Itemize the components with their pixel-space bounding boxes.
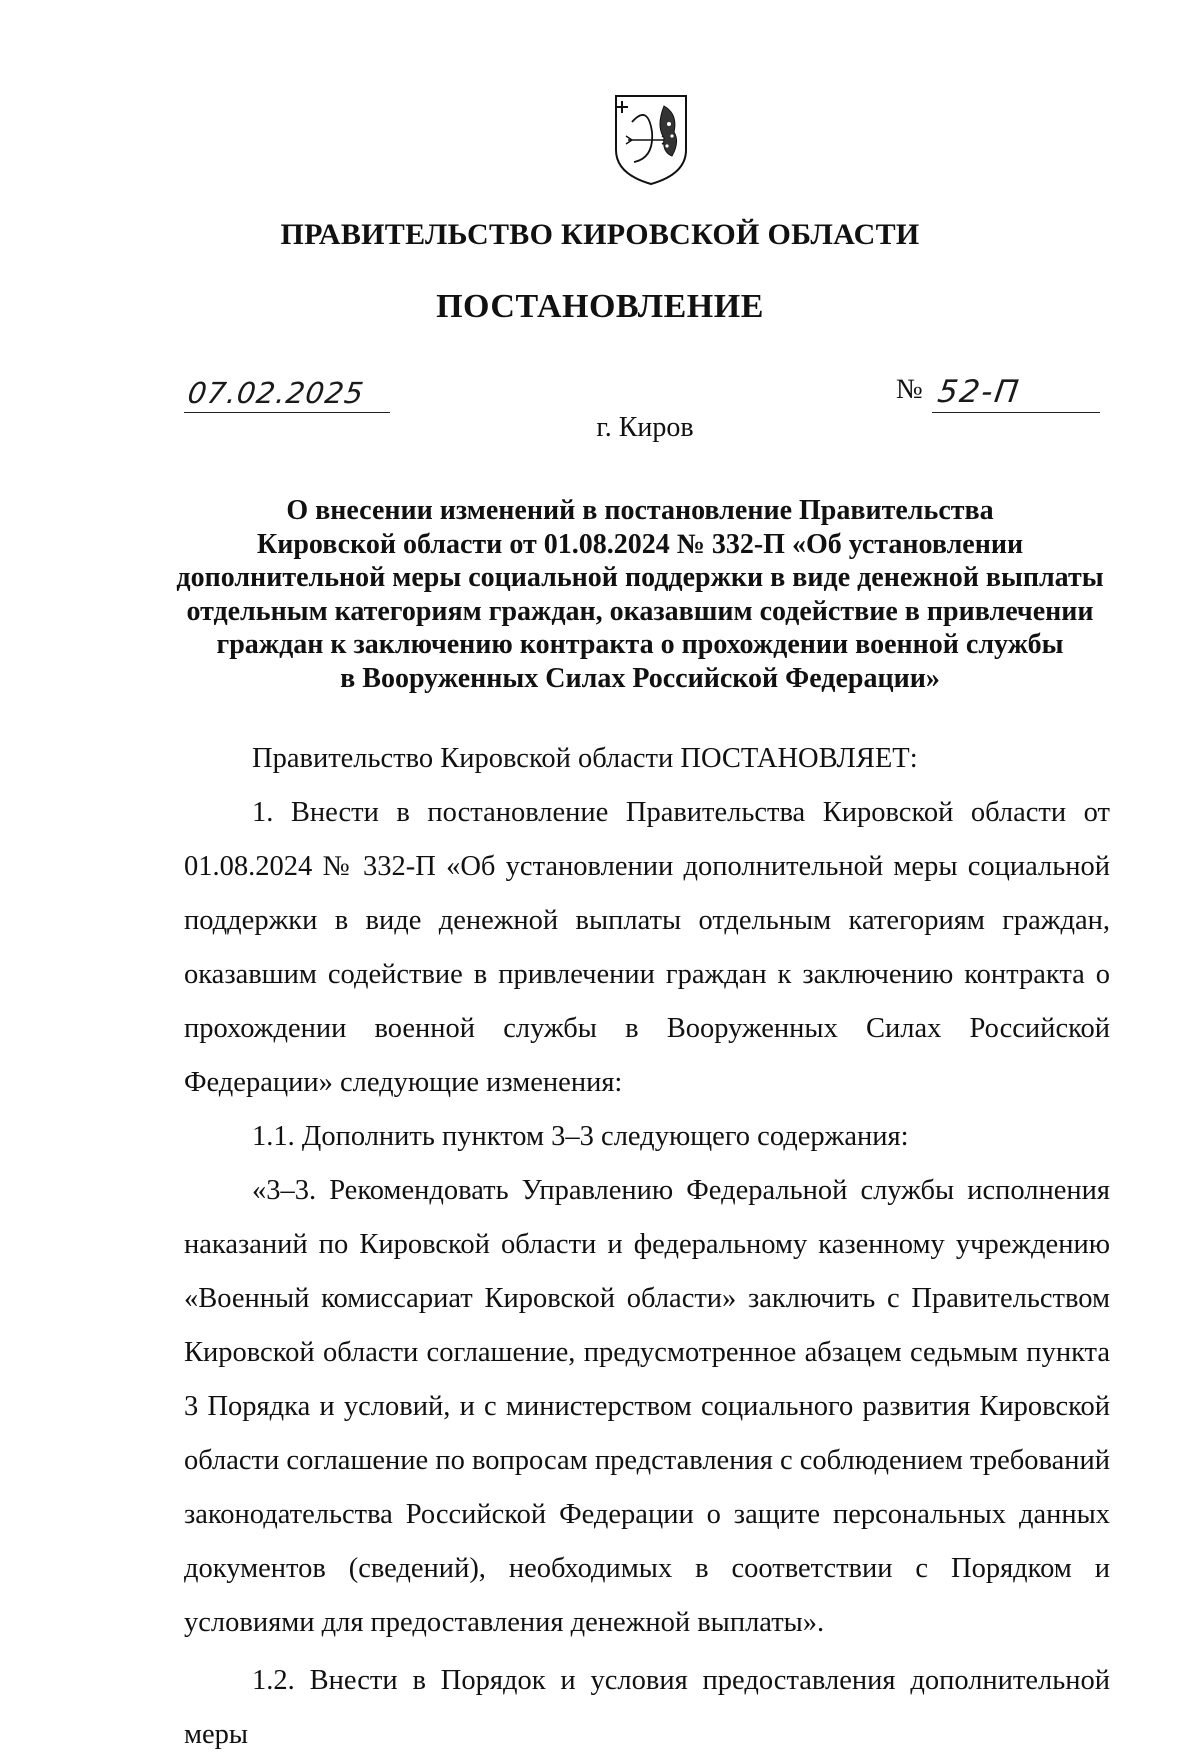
number-label: № [896, 374, 923, 405]
subject-line: отдельным категориям граждан, оказавшим содействие в привлечении [186, 595, 1094, 627]
document-body [184, 732, 1110, 1762]
number-field [932, 370, 1100, 413]
handwritten-date: 07.02.2025 [185, 376, 367, 410]
city: г. Киров [596, 412, 694, 443]
subject-line: О внесении изменений в постановление Правительства [286, 495, 994, 526]
coat-of-arms-icon [612, 92, 690, 186]
paragraph-item-1-1: 1.1. Дополнить пунктом 3–3 следующего содержания: [252, 1121, 909, 1152]
subject-line: в Вооруженных Силах Российской Федерации» [340, 662, 940, 694]
paragraph-item-1-2: 1.2. Внести в Порядок и условия предоставления дополнительной меры [184, 1665, 1110, 1750]
paragraph-item-1: 1. Внести в постановление Правительства Кировской области от 01.08.2024 № 332-П «Об установлении дополнительной меры социальной поддержки в виде денежной выплаты отдельным категориям граждан, оказавшим содействие в привлечении граждан к заключению контракта о прохождении военной службы в Вооруженных Силах Российской Федерации» следующие изменения: [184, 797, 1110, 1098]
document-type: ПОСТАНОВЛЕНИЕ [436, 288, 764, 325]
subject-line: дополнительной меры социальной поддержки в виде денежной выплаты [176, 562, 1104, 593]
government-title: ПРАВИТЕЛЬСТВО КИРОВСКОЙ ОБЛАСТИ [280, 218, 920, 251]
date-field [184, 372, 390, 413]
paragraph-item-3-3: «3–3. Рекомендовать Управлению Федеральной службы исполнения наказаний по Кировской области и федеральному казенному учреждению «Военный комиссариат Кировской области» заключить с Правительством Кировской области соглашение, предусмотренное абзацем седьмым пункта 3 Порядка и условий, и с министерством социального развития Кировской области соглашение по вопросам представления с соблюдением требований законодательства Российской Федерации о защите персональных данных документов (сведений), необходимых в соответствии с Порядком и условиями для предоставления денежной выплаты». [184, 1175, 1110, 1638]
handwritten-number: 52-П [935, 374, 1023, 410]
subject-line: граждан к заключению контракта о прохождении военной службы [216, 629, 1064, 660]
preamble: Правительство Кировской области ПОСТАНОВЛЯЕТ: [252, 743, 918, 774]
subject-line: Кировской области от 01.08.2024 № 332-П «Об установлении [256, 528, 1024, 560]
document-subject [170, 494, 1110, 695]
